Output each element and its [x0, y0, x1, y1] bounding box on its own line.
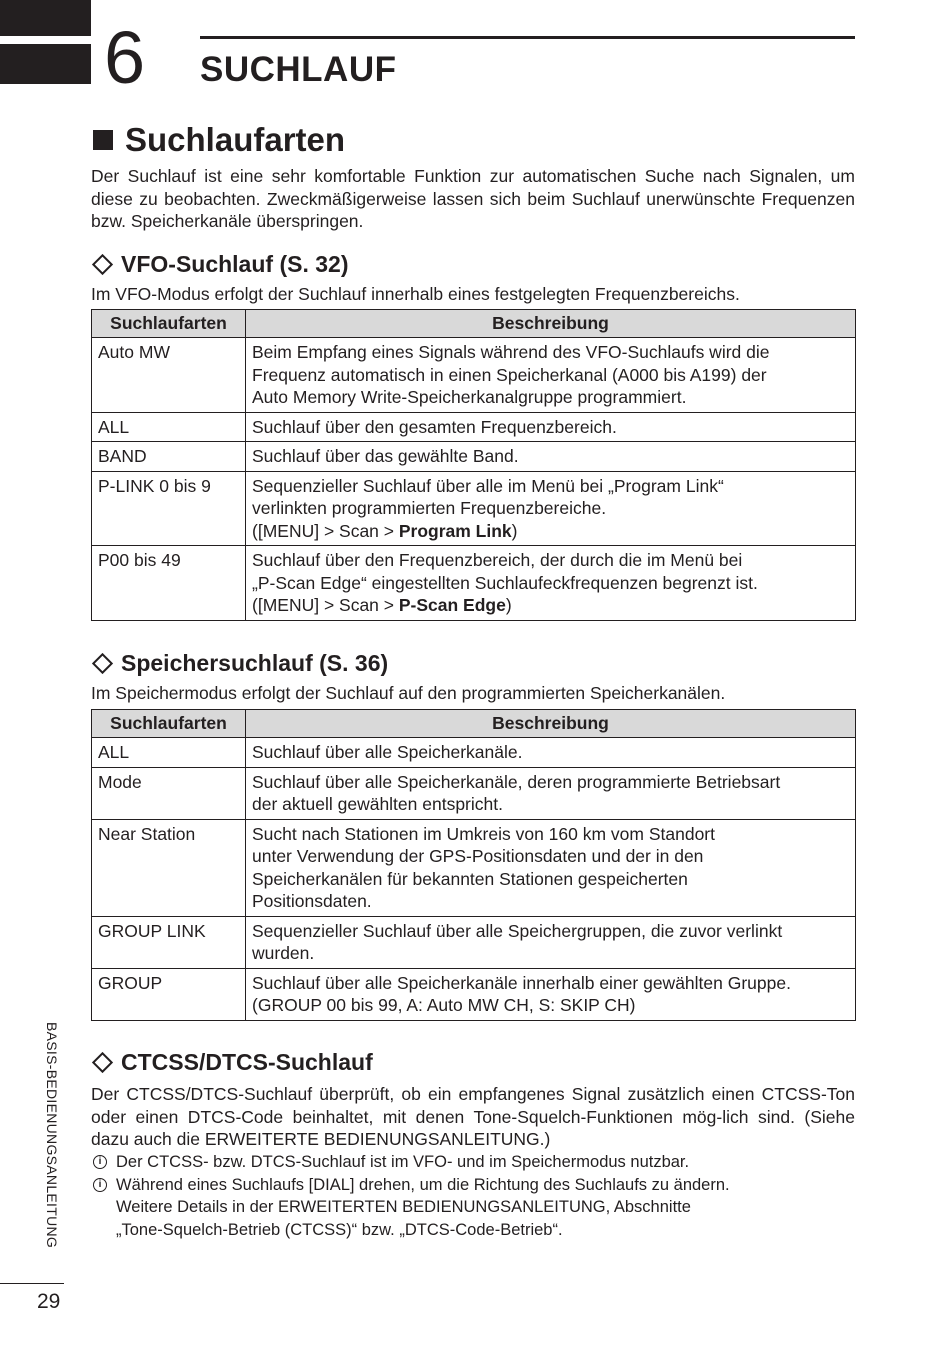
chapter-tab-bar-bottom: [0, 44, 91, 84]
desc-line: verlinkten programmierten Frequenzbereiche.: [252, 498, 607, 518]
desc-line: der aktuell gewählten entspricht.: [252, 794, 503, 814]
desc-line: unter Verwendung der GPS-Positionsdaten und der in den: [252, 846, 704, 866]
chapter-tab-bar-top: [0, 0, 91, 36]
menu-path: [252, 520, 849, 543]
table-row: [92, 738, 856, 768]
chapter-rule: [200, 36, 855, 39]
table-row: [92, 546, 856, 621]
menu-path-prefix: ([MENU] > Scan >: [252, 520, 399, 541]
scan-type: Mode: [92, 767, 246, 819]
memory-title: Speichersuchlauf (S. 36): [121, 650, 389, 676]
table-row: [92, 767, 856, 819]
scan-description: [246, 968, 856, 1020]
square-bullet-icon: [93, 130, 113, 150]
section-intro: Der Suchlauf ist eine sehr komfortable Funktion zur automatischen Suche nach Signalen, um diese zu beobachten. Zweckmäßigerweise lassen sich beim Suchlauf unerwünschte Frequenzen bzw. Speicherkanäle überspringen.: [91, 166, 855, 231]
menu-path-item: P-Scan Edge: [398, 595, 506, 615]
side-label: BASIS-BEDIENUNGSANLEITUNG: [44, 1022, 60, 1249]
desc-line: Suchlauf über alle Speicherkanäle, deren programmierte Betriebsart: [252, 771, 781, 792]
desc-line: Suchlauf über den Frequenzbereich, der durch die im Menü bei: [252, 550, 743, 570]
scan-type: ALL: [92, 738, 246, 768]
scan-description: [246, 471, 856, 546]
chapter-title: SUCHLAUF: [200, 50, 397, 89]
memory-heading: [91, 650, 388, 677]
scan-type: Auto MW: [92, 338, 246, 413]
table-header-row: [92, 310, 856, 338]
table-row: [92, 338, 856, 413]
scan-description: [246, 767, 856, 819]
desc-line: Sequenzieller Suchlauf über alle im Menü bei „Program Link“: [252, 475, 724, 496]
scan-description: [246, 916, 856, 968]
desc-line: Suchlauf über alle Speicherkanäle innerhalb einer gewählten Gruppe.: [252, 972, 791, 993]
chapter-number: 6: [104, 16, 146, 99]
scan-type: Near Station: [92, 819, 246, 916]
menu-path-item: Program Link: [398, 520, 512, 541]
desc-line: Positionsdaten.: [252, 891, 372, 911]
vfo-title: VFO-Suchlauf (S. 32): [121, 251, 349, 277]
menu-path-suffix: ): [505, 595, 512, 615]
menu-path-prefix: ([MENU] > Scan >: [252, 595, 399, 615]
table-row: [92, 916, 856, 968]
table-header-row: [92, 710, 856, 738]
footer-rule: [0, 1283, 64, 1284]
diamond-bullet-icon: [92, 653, 113, 674]
table-row: [92, 819, 856, 916]
ctcss-heading: [91, 1049, 373, 1076]
ctcss-title: CTCSS/DTCS-Suchlauf: [121, 1049, 373, 1075]
note-line: Der CTCSS- bzw. DTCS-Suchlauf ist im VFO- und im Speichermodus nutzbar.: [116, 1153, 690, 1171]
ctcss-intro: Der CTCSS/DTCS-Suchlauf überprüft, ob ein empfangenes Signal zusätzlich einen CTCSS-Ton oder einen DTCS-Code beinhaltet, mit denen Tone-Squelch-Funktionen mög-lich sind. (Siehe dazu auch die ERWEITERTE BEDIENUNGSANLEITUNG.): [91, 1084, 855, 1149]
desc-line: Suchlauf über das gewählte Band.: [252, 446, 519, 466]
desc-line: Sequenzieller Suchlauf über alle Speichergruppen, die zuvor verlinkt: [252, 920, 783, 941]
scan-description: [246, 442, 856, 472]
desc-line: Beim Empfang eines Signals während des VFO-Suchlaufs wird die: [252, 342, 770, 362]
diamond-bullet-icon: [92, 254, 113, 275]
scan-description: [246, 546, 856, 621]
scan-description: [246, 412, 856, 442]
desc-line: Suchlauf über alle Speicherkanäle.: [252, 742, 523, 762]
scan-description: [246, 819, 856, 916]
diamond-bullet-icon: [92, 1052, 113, 1073]
header-description: Beschreibung: [246, 310, 856, 338]
menu-path-suffix: ): [511, 520, 518, 541]
scan-type: ALL: [92, 412, 246, 442]
desc-line: „P-Scan Edge“ eingestellten Suchlaufeckfrequenzen begrenzt ist.: [252, 572, 758, 593]
memory-scan-table: [91, 709, 856, 1021]
header-description: Beschreibung: [246, 710, 856, 738]
desc-line: Sucht nach Stationen im Umkreis von 160 km vom Standort: [252, 823, 715, 844]
table-row: [92, 412, 856, 442]
scan-type: GROUP: [92, 968, 246, 1020]
scan-description: [246, 738, 856, 768]
section-heading: [91, 121, 345, 159]
memory-intro: Im Speichermodus erfolgt der Suchlauf auf den programmierten Speicherkanälen.: [91, 683, 726, 703]
desc-line: Suchlauf über den gesamten Frequenzbereich.: [252, 416, 617, 437]
scan-type: P-LINK 0 bis 9: [92, 471, 246, 546]
note-item: [91, 1151, 855, 1174]
page-number: 29: [37, 1290, 61, 1313]
table-row: [92, 471, 856, 546]
desc-line: Frequenz automatisch in einen Speicherkanal (A000 bis A199) der: [252, 364, 767, 385]
scan-description: [246, 338, 856, 413]
info-icon: i: [93, 1155, 107, 1169]
vfo-intro: Im VFO-Modus erfolgt der Suchlauf innerhalb eines festgelegten Frequenzbereichs.: [91, 284, 740, 304]
note-line: Während eines Suchlaufs [DIAL] drehen, um die Richtung des Suchlaufs zu ändern.: [116, 1175, 730, 1194]
scan-type: GROUP LINK: [92, 916, 246, 968]
desc-line: (GROUP 00 bis 99, A: Auto MW CH, S: SKIP CH): [252, 995, 636, 1015]
note-line: „Tone-Squelch-Betrieb (CTCSS)“ bzw. „DTCS-Code-Betrieb“.: [116, 1220, 563, 1239]
desc-line: Auto Memory Write-Speicherkanalgruppe programmiert.: [252, 387, 687, 407]
menu-path: [252, 594, 849, 617]
note-item: [91, 1174, 855, 1242]
desc-line: Speicherkanälen für bekannten Stationen gespeicherten: [252, 868, 688, 889]
desc-line: wurden.: [252, 943, 315, 963]
table-row: [92, 968, 856, 1020]
scan-type: BAND: [92, 442, 246, 472]
ctcss-notes: [91, 1151, 855, 1241]
section-title: Suchlaufarten: [125, 121, 346, 158]
vfo-heading: [91, 251, 348, 278]
header-type: Suchlaufarten: [92, 710, 246, 738]
header-type: Suchlaufarten: [92, 310, 246, 338]
vfo-scan-table: [91, 309, 856, 621]
scan-type: P00 bis 49: [92, 546, 246, 621]
note-line: Weitere Details in der ERWEITERTEN BEDIENUNGSANLEITUNG, Abschnitte: [116, 1198, 691, 1216]
info-icon: i: [93, 1178, 107, 1192]
table-row: [92, 442, 856, 472]
